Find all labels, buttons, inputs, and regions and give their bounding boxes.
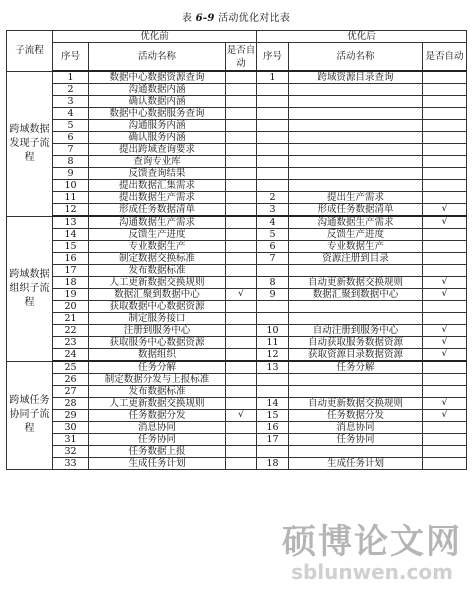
cell-seq-after: 11 — [257, 337, 289, 349]
cell-activity-after: 任务数据分发 — [289, 410, 423, 422]
cell-activity-before: 沟通数据内涵 — [89, 84, 226, 96]
caption-label: 表 — [181, 13, 193, 24]
cell-seq-after — [257, 301, 289, 313]
cell-seq-before: 10 — [53, 180, 89, 192]
table-row — [7, 386, 467, 398]
cell-auto-after — [423, 108, 467, 120]
cell-auto-before — [226, 325, 257, 337]
cell-auto-after — [423, 361, 467, 374]
cell-seq-before: 23 — [53, 337, 89, 349]
cell-seq-before: 27 — [53, 386, 89, 398]
cell-auto-after — [423, 132, 467, 144]
cell-auto-before — [226, 277, 257, 289]
cell-seq-before: 22 — [53, 325, 89, 337]
cell-activity-before: 确认数据内涵 — [89, 96, 226, 108]
cell-auto-after — [423, 71, 467, 84]
table-row — [7, 253, 467, 265]
cell-auto-after — [423, 422, 467, 434]
table-row — [7, 301, 467, 313]
cell-auto-before — [226, 96, 257, 108]
cell-auto-after — [423, 144, 467, 156]
table-row — [7, 132, 467, 144]
cell-seq-before: 1 — [53, 71, 89, 84]
cell-auto-after — [423, 265, 467, 277]
cell-auto-before — [226, 361, 257, 374]
cell-activity-before: 形成任务数据清单 — [89, 204, 226, 217]
cell-auto-after — [423, 434, 467, 446]
cell-activity-after — [289, 180, 423, 192]
table-row — [7, 204, 467, 217]
cell-seq-before: 33 — [53, 458, 89, 470]
cell-seq-before: 30 — [53, 422, 89, 434]
cell-activity-after — [289, 386, 423, 398]
cell-auto-after — [423, 313, 467, 325]
cell-seq-after: 3 — [257, 204, 289, 217]
cell-auto-after — [423, 241, 467, 253]
header-seq-after: 序号 — [257, 43, 289, 72]
cell-seq-after: 1 — [257, 71, 289, 84]
cell-activity-before: 查询专业库 — [89, 156, 226, 168]
cell-activity-after: 反馈生产进度 — [289, 229, 423, 241]
cell-auto-after — [423, 96, 467, 108]
cell-seq-after: 2 — [257, 192, 289, 204]
cell-activity-after: 自动更新数据交换规则 — [289, 398, 423, 410]
cell-activity-after — [289, 132, 423, 144]
cell-activity-before: 反馈生产进度 — [89, 229, 226, 241]
cell-activity-after: 获取资源目录数据资源 — [289, 349, 423, 362]
table-row — [7, 446, 467, 458]
cell-auto-after — [423, 156, 467, 168]
cell-auto-before — [226, 144, 257, 156]
table-row — [7, 337, 467, 349]
table-row — [7, 361, 467, 374]
header-before: 优化前 — [53, 31, 257, 43]
cell-seq-before: 4 — [53, 108, 89, 120]
cell-activity-after: 专业数据生产 — [289, 241, 423, 253]
header-subprocess: 子流程 — [7, 31, 53, 72]
cell-activity-after — [289, 168, 423, 180]
table-row — [7, 277, 467, 289]
cell-auto-before — [226, 446, 257, 458]
cell-auto-after — [423, 229, 467, 241]
cell-seq-before: 16 — [53, 253, 89, 265]
cell-auto-before — [226, 337, 257, 349]
table-caption — [0, 9, 472, 24]
cell-activity-after — [289, 265, 423, 277]
table-row — [7, 458, 467, 470]
cell-auto-before — [226, 313, 257, 325]
subprocess-name: 跨域数据发现子流程 — [7, 71, 53, 216]
watermark-text: 硕博论文网 — [282, 522, 462, 562]
table-row — [7, 434, 467, 446]
cell-auto-before — [226, 386, 257, 398]
table-row — [7, 349, 467, 362]
cell-seq-before: 11 — [53, 192, 89, 204]
cell-activity-before: 消息协同 — [89, 422, 226, 434]
subprocess-name: 跨域数据组织子流程 — [7, 216, 53, 361]
table-row — [7, 120, 467, 132]
cell-seq-after: 16 — [257, 422, 289, 434]
cell-auto-after — [423, 374, 467, 386]
cell-auto-after: √ — [423, 289, 467, 301]
cell-activity-before: 生成任务计划 — [89, 458, 226, 470]
cell-seq-after: 7 — [257, 253, 289, 265]
cell-activity-before: 确认服务内涵 — [89, 132, 226, 144]
table-row — [7, 374, 467, 386]
cell-activity-before: 沟通服务内涵 — [89, 120, 226, 132]
cell-auto-after — [423, 180, 467, 192]
cell-seq-after: 17 — [257, 434, 289, 446]
table-row — [7, 96, 467, 108]
cell-auto-before — [226, 192, 257, 204]
cell-seq-after — [257, 84, 289, 96]
cell-activity-after — [289, 108, 423, 120]
cell-activity-before: 获取数据中心数据资源 — [89, 301, 226, 313]
cell-auto-after: √ — [423, 216, 467, 229]
watermark — [282, 523, 462, 583]
watermark-url: sblunwen.com — [291, 560, 453, 584]
cell-seq-after — [257, 180, 289, 192]
table-body — [7, 71, 467, 470]
cell-activity-after — [289, 446, 423, 458]
cell-seq-after — [257, 446, 289, 458]
cell-auto-before — [226, 349, 257, 362]
cell-seq-after — [257, 156, 289, 168]
cell-auto-after — [423, 446, 467, 458]
cell-auto-before — [226, 156, 257, 168]
cell-auto-after: √ — [423, 410, 467, 422]
cell-activity-after — [289, 301, 423, 313]
cell-activity-after — [289, 120, 423, 132]
table-row — [7, 144, 467, 156]
cell-activity-before: 人工更新数据交换规则 — [89, 277, 226, 289]
cell-auto-after: √ — [423, 337, 467, 349]
cell-seq-after: 14 — [257, 398, 289, 410]
cell-seq-before: 8 — [53, 156, 89, 168]
cell-auto-before: √ — [226, 410, 257, 422]
table-row — [7, 108, 467, 120]
cell-auto-before — [226, 241, 257, 253]
cell-activity-after — [289, 156, 423, 168]
cell-auto-after: √ — [423, 277, 467, 289]
cell-seq-before: 3 — [53, 96, 89, 108]
header-seq-before: 序号 — [53, 43, 89, 72]
cell-seq-before: 7 — [53, 144, 89, 156]
cell-activity-after — [289, 374, 423, 386]
cell-activity-before: 专业数据生产 — [89, 241, 226, 253]
header-activity-after: 活动名称 — [289, 43, 423, 72]
cell-activity-before: 注册到服务中心 — [89, 325, 226, 337]
cell-seq-before: 19 — [53, 289, 89, 301]
cell-auto-before — [226, 458, 257, 470]
cell-seq-after — [257, 96, 289, 108]
cell-seq-before: 31 — [53, 434, 89, 446]
cell-activity-after: 形成任务数据清单 — [289, 204, 423, 217]
cell-seq-before: 20 — [53, 301, 89, 313]
cell-activity-before: 数据中心数据服务查询 — [89, 108, 226, 120]
cell-auto-after — [423, 192, 467, 204]
cell-seq-before: 13 — [53, 216, 89, 229]
table-row — [7, 168, 467, 180]
cell-auto-before — [226, 132, 257, 144]
cell-seq-after: 10 — [257, 325, 289, 337]
cell-activity-after: 资源注册到目录 — [289, 253, 423, 265]
table-row — [7, 398, 467, 410]
cell-seq-before: 15 — [53, 241, 89, 253]
cell-seq-after — [257, 168, 289, 180]
cell-auto-before — [226, 216, 257, 229]
table-row — [7, 241, 467, 253]
cell-seq-after — [257, 386, 289, 398]
cell-activity-after — [289, 144, 423, 156]
cell-activity-after: 数据汇聚到数据中心 — [289, 289, 423, 301]
cell-seq-after — [257, 313, 289, 325]
cell-auto-before — [226, 120, 257, 132]
cell-activity-after: 任务协同 — [289, 434, 423, 446]
header-activity-before: 活动名称 — [89, 43, 226, 72]
cell-activity-before: 制定数据交换标准 — [89, 253, 226, 265]
cell-activity-after: 自动获取服务数据资源 — [289, 337, 423, 349]
cell-activity-before: 获取服务中心数据资源 — [89, 337, 226, 349]
cell-auto-before — [226, 422, 257, 434]
cell-seq-after: 6 — [257, 241, 289, 253]
cell-activity-after: 提出生产需求 — [289, 192, 423, 204]
cell-auto-after — [423, 168, 467, 180]
table-row — [7, 180, 467, 192]
cell-auto-before — [226, 108, 257, 120]
table-row — [7, 325, 467, 337]
cell-auto-before — [226, 398, 257, 410]
cell-auto-before — [226, 204, 257, 217]
table-row — [7, 422, 467, 434]
cell-auto-after — [423, 301, 467, 313]
cell-activity-after: 沟通数据生产需求 — [289, 216, 423, 229]
cell-seq-before: 6 — [53, 132, 89, 144]
cell-seq-before: 21 — [53, 313, 89, 325]
table-row — [7, 216, 467, 229]
cell-seq-after — [257, 132, 289, 144]
header-auto-before: 是否自动 — [226, 43, 257, 72]
cell-activity-after: 任务分解 — [289, 361, 423, 374]
cell-activity-before: 提出数据汇集需求 — [89, 180, 226, 192]
cell-seq-after: 9 — [257, 289, 289, 301]
caption-title: 活动优化对比表 — [218, 13, 291, 24]
table-row — [7, 71, 467, 84]
cell-seq-before: 2 — [53, 84, 89, 96]
cell-seq-after: 18 — [257, 458, 289, 470]
table-row — [7, 410, 467, 422]
cell-activity-before: 数据组织 — [89, 349, 226, 362]
cell-activity-before: 提出数据生产需求 — [89, 192, 226, 204]
cell-seq-after — [257, 144, 289, 156]
cell-seq-after — [257, 120, 289, 132]
cell-seq-after: 4 — [257, 216, 289, 229]
cell-auto-before — [226, 253, 257, 265]
cell-seq-before: 17 — [53, 265, 89, 277]
cell-auto-after — [423, 458, 467, 470]
cell-activity-before: 提出跨域查询要求 — [89, 144, 226, 156]
cell-auto-before — [226, 265, 257, 277]
cell-auto-before — [226, 301, 257, 313]
cell-seq-before: 12 — [53, 204, 89, 217]
cell-seq-after: 15 — [257, 410, 289, 422]
cell-activity-before: 任务分解 — [89, 361, 226, 374]
header-after: 优化后 — [257, 31, 467, 43]
cell-auto-before — [226, 374, 257, 386]
cell-auto-after — [423, 253, 467, 265]
cell-activity-after: 自动更新数据交换规则 — [289, 277, 423, 289]
table-row — [7, 229, 467, 241]
header-auto-after: 是否自动 — [423, 43, 467, 72]
cell-activity-before: 任务协同 — [89, 434, 226, 446]
cell-seq-after — [257, 265, 289, 277]
cell-activity-after: 跨域资源目录查询 — [289, 71, 423, 84]
cell-activity-before: 发布数据标准 — [89, 265, 226, 277]
cell-seq-after: 12 — [257, 349, 289, 362]
cell-seq-after — [257, 108, 289, 120]
table-row — [7, 265, 467, 277]
cell-seq-before: 26 — [53, 374, 89, 386]
cell-seq-after: 5 — [257, 229, 289, 241]
cell-seq-before: 29 — [53, 410, 89, 422]
cell-auto-before — [226, 168, 257, 180]
cell-auto-after: √ — [423, 398, 467, 410]
cell-auto-before: √ — [226, 289, 257, 301]
cell-auto-after — [423, 84, 467, 96]
caption-number: 6-9 — [195, 13, 215, 24]
cell-auto-after: √ — [423, 349, 467, 362]
cell-activity-after — [289, 96, 423, 108]
cell-activity-before: 人工更新数据交换规则 — [89, 398, 226, 410]
cell-auto-before — [226, 84, 257, 96]
cell-seq-before: 14 — [53, 229, 89, 241]
subprocess-name: 跨域任务协同子流程 — [7, 361, 53, 470]
cell-seq-after — [257, 374, 289, 386]
comparison-table — [6, 30, 467, 470]
cell-activity-before: 任务数据上报 — [89, 446, 226, 458]
cell-seq-before: 28 — [53, 398, 89, 410]
cell-auto-before — [226, 434, 257, 446]
cell-auto-before — [226, 229, 257, 241]
cell-activity-after — [289, 313, 423, 325]
cell-activity-after: 生成任务计划 — [289, 458, 423, 470]
table-row — [7, 313, 467, 325]
cell-seq-before: 9 — [53, 168, 89, 180]
cell-activity-before: 沟通数据生产需求 — [89, 216, 226, 229]
cell-activity-after — [289, 84, 423, 96]
cell-auto-after: √ — [423, 325, 467, 337]
cell-auto-before — [226, 71, 257, 84]
table-row — [7, 156, 467, 168]
cell-auto-after: √ — [423, 204, 467, 217]
cell-activity-before: 任务数据分发 — [89, 410, 226, 422]
cell-activity-before: 制定服务接口 — [89, 313, 226, 325]
cell-activity-after: 自动注册到服务中心 — [289, 325, 423, 337]
table-row — [7, 192, 467, 204]
cell-seq-before: 32 — [53, 446, 89, 458]
cell-activity-before: 发布数据标准 — [89, 386, 226, 398]
table-row — [7, 84, 467, 96]
cell-activity-after: 消息协同 — [289, 422, 423, 434]
cell-seq-before: 18 — [53, 277, 89, 289]
cell-activity-before: 反馈查询结果 — [89, 168, 226, 180]
cell-auto-after — [423, 386, 467, 398]
cell-seq-before: 5 — [53, 120, 89, 132]
cell-seq-before: 25 — [53, 361, 89, 374]
cell-seq-after: 13 — [257, 361, 289, 374]
cell-activity-before: 制定数据分发与上报标准 — [89, 374, 226, 386]
cell-auto-after — [423, 120, 467, 132]
cell-auto-before — [226, 180, 257, 192]
cell-seq-after: 8 — [257, 277, 289, 289]
cell-activity-before: 数据汇聚到数据中心 — [89, 289, 226, 301]
table-row — [7, 289, 467, 301]
cell-activity-before: 数据中心数据资源查询 — [89, 71, 226, 84]
cell-seq-before: 24 — [53, 349, 89, 362]
